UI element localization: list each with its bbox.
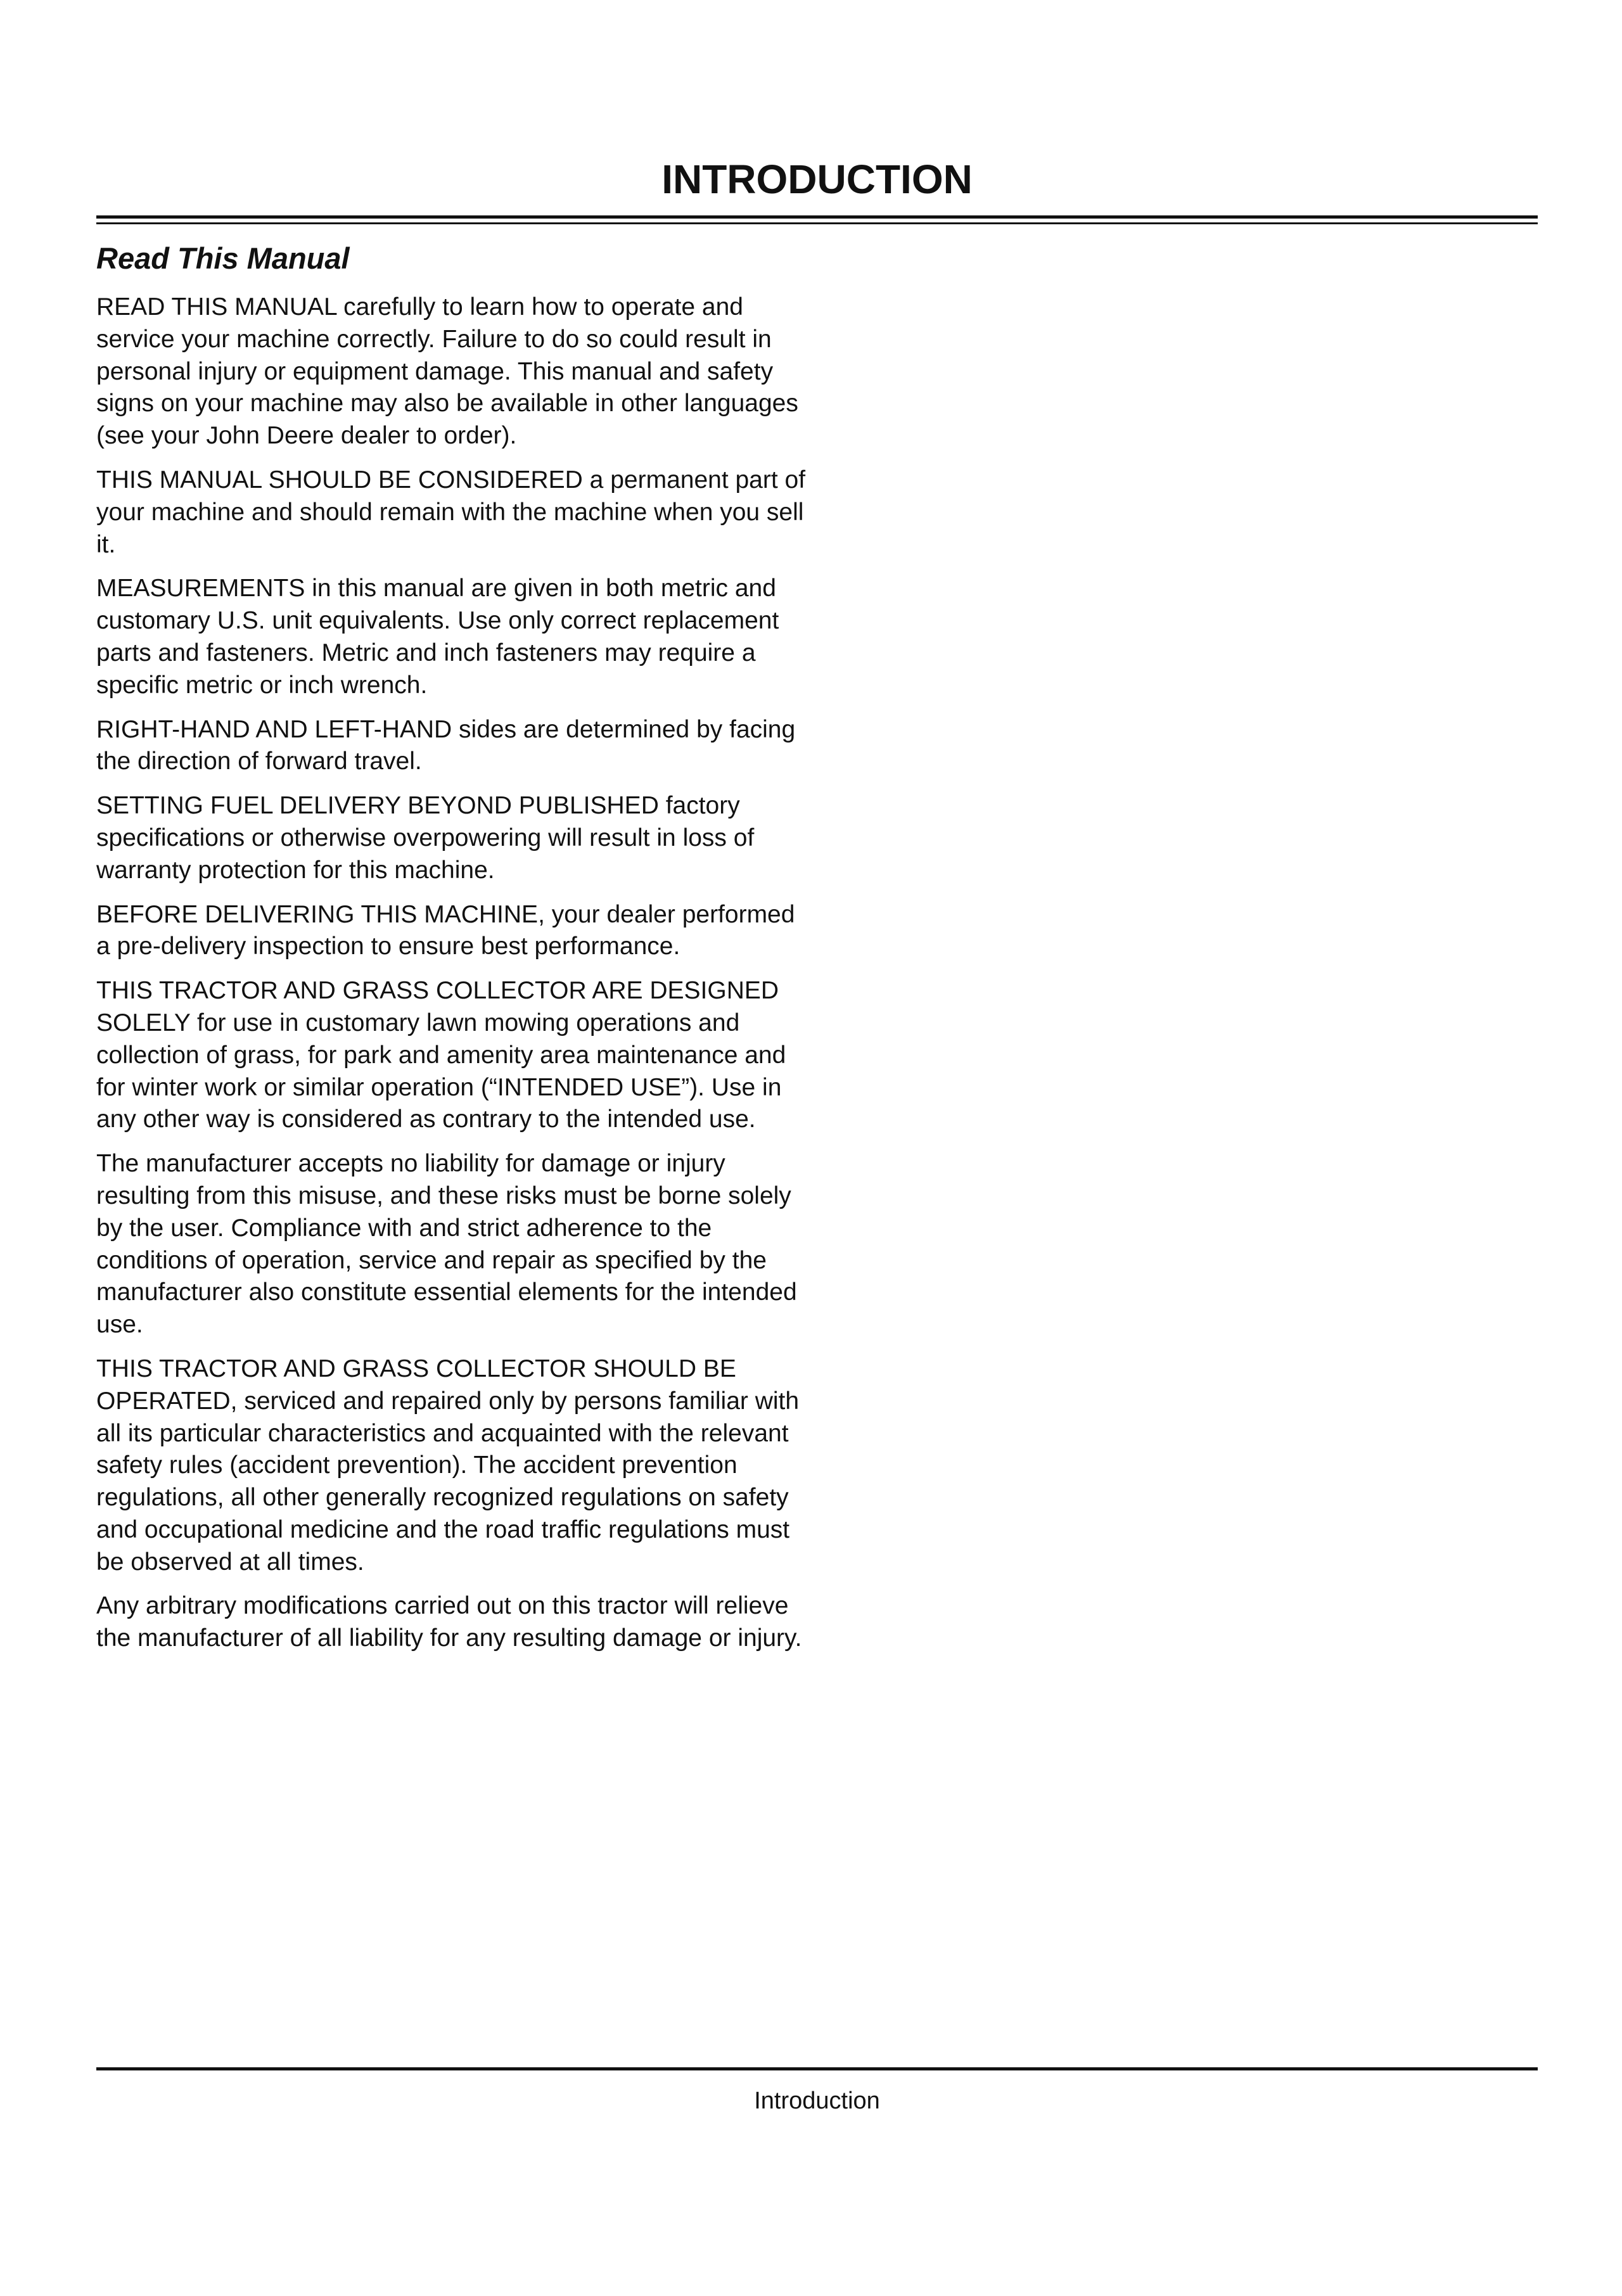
paragraph-modifications: Any arbitrary modifications carried out on this tractor will relieve the manufacturer of all liability for any resulting damage or injury. bbox=[96, 1592, 802, 1652]
page-title: INTRODUCTION bbox=[661, 156, 973, 202]
footer-section-label: Introduction bbox=[754, 2088, 880, 2114]
header-double-rule bbox=[96, 215, 1538, 224]
paragraph-intended-use: THIS TRACTOR AND GRASS COLLECTOR ARE DESIGNED SOLELY for use in customary lawn mowing operations and collection of grass, for park and amenity area maintenance and for winter work or similar operation (“INTENDED USE”). Use in any other way is considered as contrary to the intended use. bbox=[96, 977, 786, 1133]
section-heading: Read This Manual bbox=[96, 241, 350, 275]
footer-rule bbox=[96, 2067, 1538, 2070]
paragraph-measurements: MEASUREMENTS in this manual are given in both metric and customary U.S. unit equivalents. Use only correct replacement parts and fasteners. Metric and inch fasteners may require a specific metric or inch wrench. bbox=[96, 575, 779, 699]
paragraph-pre-delivery: BEFORE DELIVERING THIS MACHINE, your dealer performed a pre-delivery inspection to ensure best performance. bbox=[96, 900, 795, 960]
paragraph-operation: THIS TRACTOR AND GRASS COLLECTOR SHOULD BE OPERATED, serviced and repaired only by persons familiar with all its particular characteristics and acquainted with the relevant safety rules (accident prevention). The accident prevention regulations, all other generally recognized regulations on safety and occupational medicine and the road traffic regulations must be observed at all times. bbox=[96, 1355, 800, 1576]
paragraph-read-manual: READ THIS MANUAL carefully to learn how to operate and service your machine correctly. Failure to do so could result in personal injury or equipment damage. This manual and safety signs on your machine may also be available in other languages (see your John Deere dealer to order). bbox=[96, 293, 798, 450]
paragraph-liability: The manufacturer accepts no liability for damage or injury resulting from this misuse, and these risks must be borne solely by the user. Compliance with and strict adherence to the conditions of operation, service and repair as specified by the manufacturer also constitute essential elements for the intended use. bbox=[96, 1150, 797, 1339]
paragraph-permanent-part: THIS MANUAL SHOULD BE CONSIDERED a permanent part of your machine and should remain with the machine when you sell it. bbox=[96, 466, 806, 558]
paragraph-fuel-delivery: SETTING FUEL DELIVERY BEYOND PUBLISHED factory specifications or otherwise overpowering will result in loss of warranty protection for this machine. bbox=[96, 792, 755, 884]
paragraph-sides: RIGHT-HAND AND LEFT-HAND sides are determined by facing the direction of forward travel. bbox=[96, 715, 796, 775]
main-column bbox=[96, 239, 806, 1667]
